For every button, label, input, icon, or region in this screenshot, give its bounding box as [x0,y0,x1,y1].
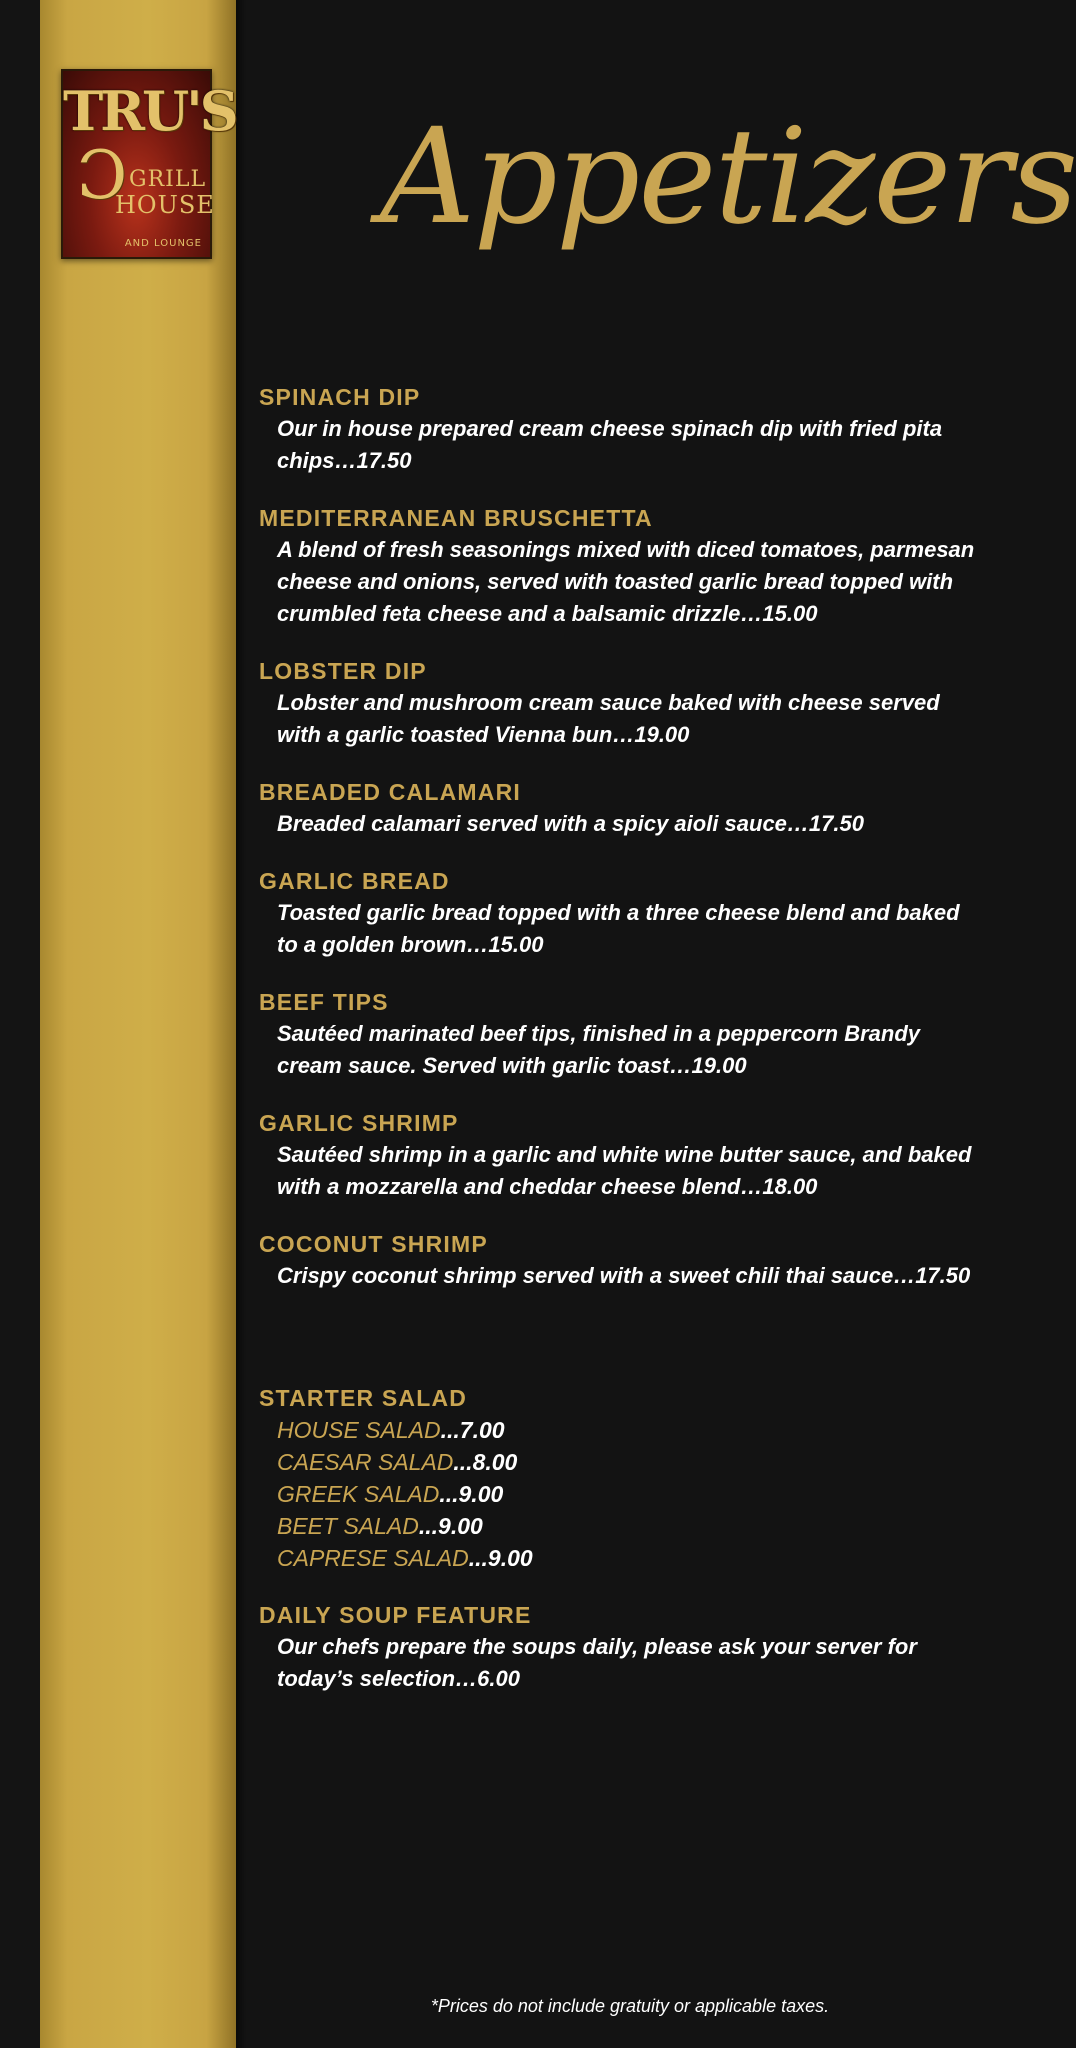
item-name: DAILY SOUP FEATURE [259,1602,532,1628]
salad-price: ...9.00 [468,1545,533,1571]
salad-option [277,1542,979,1574]
item-name: STARTER SALAD [259,1385,468,1411]
page-title: Appetizers [380,100,1076,254]
item-description: Sautéed marinated beef tips, finished in a peppercorn Brandy cream sauce. Served with garlic toast…19.00 [277,1021,921,1078]
item-description: A blend of fresh seasonings mixed with diced tomatoes, parmesan cheese and onions, served with toasted garlic bread topped with crumbled feta cheese and a balsamic drizzle…15.00 [277,537,975,626]
item-name: SPINACH DIP [259,384,421,410]
salad-option [277,1510,979,1542]
menu-item-garlic-bread [259,865,979,961]
item-name: GARLIC BREAD [259,868,450,894]
item-name: BEEF TIPS [259,989,389,1015]
item-name: BREADED CALAMARI [259,779,521,805]
salad-option [277,1446,979,1478]
salad-name: HOUSE SALAD [277,1417,441,1443]
salad-option [277,1478,979,1510]
salad-name: BEET SALAD [277,1513,419,1539]
menu-item-lobster-dip [259,655,979,751]
salad-name: CAESAR SALAD [277,1449,454,1475]
salad-price: ...8.00 [453,1449,518,1475]
menu-item-mediterranean-bruschetta [259,502,979,630]
item-name: MEDITERRANEAN BRUSCHETTA [259,505,653,531]
logo-text-trus: TRU'S [63,79,236,143]
logo-text-lounge: AND LOUNGE [124,238,202,249]
menu-list [259,381,979,1695]
item-description: Toasted garlic bread topped with a three cheese blend and baked to a golden brown…15.00 [277,900,960,957]
item-description: Our in house prepared cream cheese spinach dip with fried pita chips…17.50 [277,416,943,473]
restaurant-logo [61,69,236,259]
menu-item-breaded-calamari [259,776,979,840]
item-description: Our chefs prepare the soups daily, please ask your server for today’s selection…6.00 [277,1634,917,1691]
logo-swash-icon: Ɔ [77,137,128,214]
menu-item-starter-salad [259,1382,979,1574]
item-description: Breaded calamari served with a spicy aioli sauce…17.50 [277,811,864,836]
item-description: Sautéed shrimp in a garlic and white wine butter sauce, and baked with a mozzarella and cheddar cheese blend…18.00 [277,1142,972,1199]
menu-item-daily-soup [259,1599,979,1695]
logo-text-grill: GRILL [129,167,207,192]
menu-item-spinach-dip [259,381,979,477]
logo-text-house: HOUSE [115,191,215,219]
left-dark-strip [0,0,40,2048]
salad-price: ...9.00 [418,1513,483,1539]
item-name: COCONUT SHRIMP [259,1231,488,1257]
gold-side-band [40,0,236,2048]
salad-price: ...7.00 [440,1417,505,1443]
item-name: LOBSTER DIP [259,658,427,684]
price-footnote: *Prices do not include gratuity or applicable taxes. [430,1996,830,2016]
salad-name: CAPRESE SALAD [277,1545,469,1571]
salad-option [277,1414,979,1446]
item-description: Crispy coconut shrimp served with a sweet chili thai sauce…17.50 [277,1263,971,1288]
menu-item-garlic-shrimp [259,1107,979,1203]
menu-item-beef-tips [259,986,979,1082]
salad-price: ...9.00 [439,1481,504,1507]
salad-name: GREEK SALAD [277,1481,440,1507]
menu-item-coconut-shrimp [259,1228,979,1292]
item-description: Lobster and mushroom cream sauce baked with cheese served with a garlic toasted Vienna bun…19.00 [277,690,940,747]
item-name: GARLIC SHRIMP [259,1110,459,1136]
